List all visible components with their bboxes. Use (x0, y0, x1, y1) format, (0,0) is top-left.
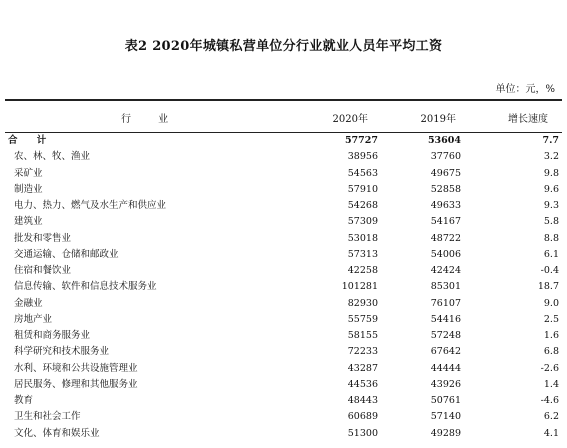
wage-2020-cell: 48443 (347, 395, 378, 406)
wage-2019-cell: 49675 (430, 167, 461, 179)
industry-cell: 制造业 (14, 183, 43, 195)
growth-cell: 9.6 (543, 183, 559, 195)
industry-cell: 合 计 (8, 135, 55, 146)
growth-cell: 6.1 (543, 248, 559, 260)
wage-2019-cell: 44444 (430, 362, 461, 374)
growth-cell: 1.6 (543, 330, 559, 341)
growth-cell: 4.1 (543, 427, 559, 439)
table-row (5, 182, 562, 198)
wage-2020-cell: 58155 (347, 330, 378, 341)
table-row (5, 166, 562, 182)
growth-cell: -2.6 (540, 362, 559, 374)
industry-cell: 卫生和社会工作 (14, 411, 81, 423)
growth-cell: 9.0 (543, 297, 559, 309)
wage-2019-cell: 50761 (430, 395, 461, 406)
wage-2019-cell: 76107 (430, 297, 461, 309)
wage-2020-cell: 57313 (347, 248, 378, 260)
growth-cell: 9.8 (543, 167, 559, 179)
header-2019: 2019年 (420, 114, 456, 125)
table-body (5, 133, 562, 442)
unit-note: 单位：元，% (495, 84, 555, 95)
wage-2020-cell: 101281 (341, 281, 378, 293)
wage-table (5, 99, 562, 442)
table-title: 表2 2020年城镇私营单位分行业就业人员年平均工资 (124, 39, 443, 54)
growth-cell: 6.2 (543, 411, 559, 423)
wage-2019-cell: 49289 (430, 427, 461, 439)
table-row (5, 247, 562, 263)
table-header (5, 101, 562, 132)
industry-cell: 信息传输、软件和信息技术服务业 (14, 281, 157, 293)
industry-cell: 水利、环境和公共设施管理业 (14, 362, 138, 374)
industry-cell: 教育 (14, 395, 34, 406)
table-row (5, 231, 562, 247)
wage-2019-cell: 54167 (430, 216, 461, 228)
table-row (5, 279, 562, 295)
wage-2020-cell: 60689 (347, 411, 378, 423)
growth-cell: 5.8 (543, 216, 559, 228)
wage-2020-cell: 53018 (347, 232, 378, 244)
table-row (5, 328, 562, 344)
wage-2019-cell: 52858 (430, 183, 461, 195)
industry-cell: 居民服务、修理和其他服务业 (14, 378, 138, 390)
growth-cell: 18.7 (537, 281, 559, 293)
wage-2019-cell: 49633 (430, 200, 461, 211)
wage-2019-cell: 85301 (430, 281, 461, 293)
wage-2020-cell: 57309 (347, 216, 378, 228)
wage-2019-cell: 53604 (427, 135, 461, 146)
wage-2020-cell: 82930 (347, 297, 378, 309)
industry-cell: 建筑业 (14, 216, 43, 228)
wage-2019-cell: 43926 (430, 378, 461, 390)
wage-2019-cell: 54416 (430, 313, 461, 325)
growth-cell: 1.4 (543, 378, 559, 390)
table-row (5, 409, 562, 425)
industry-cell: 住宿和餐饮业 (14, 265, 72, 276)
industry-cell: 租赁和商务服务业 (14, 330, 91, 341)
industry-cell: 文化、体育和娱乐业 (14, 427, 100, 439)
table-row (5, 149, 562, 165)
wage-2020-cell: 57727 (344, 135, 378, 146)
industry-cell: 农、林、牧、渔业 (14, 151, 91, 163)
header-2020: 2020年 (332, 114, 368, 125)
table-row (5, 312, 562, 328)
growth-cell: 6.8 (543, 346, 559, 358)
industry-cell: 交通运输、仓储和邮政业 (14, 248, 119, 260)
table-row (5, 198, 562, 214)
table-row (5, 426, 562, 442)
wage-2020-cell: 43287 (347, 362, 378, 374)
table-row (5, 263, 562, 279)
table-row (5, 214, 562, 230)
table-row (5, 377, 562, 393)
wage-2020-cell: 54563 (347, 167, 378, 179)
table-row (5, 393, 562, 409)
wage-2020-cell: 72233 (347, 346, 378, 358)
wage-2020-cell: 38956 (347, 151, 378, 163)
header-industry: 行 业 (121, 114, 181, 125)
industry-cell: 采矿业 (14, 167, 43, 179)
table-row (5, 296, 562, 312)
wage-2020-cell: 54268 (347, 200, 378, 211)
growth-cell: 2.5 (543, 313, 559, 325)
wage-2019-cell: 37760 (430, 151, 461, 163)
wage-2020-cell: 55759 (347, 313, 378, 325)
industry-cell: 电力、热力、燃气及水生产和供应业 (14, 200, 167, 211)
wage-2019-cell: 42424 (430, 265, 461, 276)
table-row (5, 361, 562, 377)
wage-2020-cell: 51300 (347, 427, 378, 439)
growth-cell: 9.3 (543, 200, 559, 211)
growth-cell: 3.2 (543, 151, 559, 163)
industry-cell: 金融业 (14, 297, 43, 309)
industry-cell: 房地产业 (14, 313, 53, 325)
growth-cell: -4.6 (540, 395, 559, 406)
growth-cell: -0.4 (540, 265, 559, 276)
wage-2020-cell: 44536 (347, 378, 378, 390)
industry-cell: 科学研究和技术服务业 (14, 346, 110, 358)
wage-2019-cell: 54006 (430, 248, 461, 260)
wage-2020-cell: 42258 (347, 265, 378, 276)
header-growth: 增长速度 (508, 114, 548, 125)
growth-cell: 8.8 (543, 232, 559, 244)
growth-cell: 7.7 (542, 135, 559, 146)
wage-2019-cell: 57140 (430, 411, 461, 423)
industry-cell: 批发和零售业 (14, 232, 72, 244)
wage-2019-cell: 48722 (430, 232, 461, 244)
wage-2020-cell: 57910 (347, 183, 378, 195)
table-row (5, 344, 562, 360)
wage-2019-cell: 67642 (430, 346, 461, 358)
total-row (5, 133, 562, 149)
wage-2019-cell: 57248 (430, 330, 461, 341)
